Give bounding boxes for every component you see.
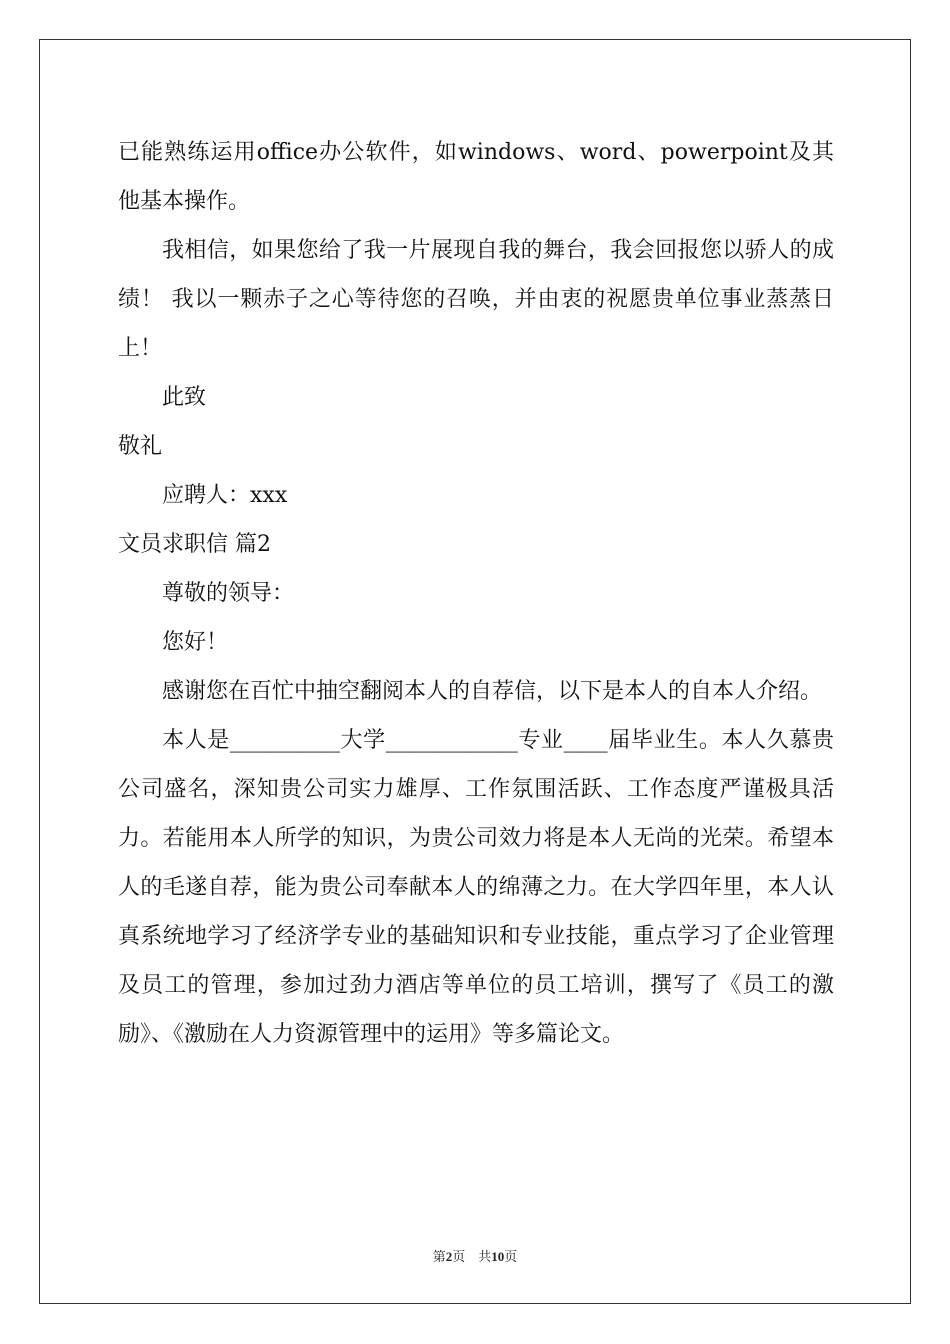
page-footer xyxy=(0,1246,950,1265)
footer-page-number: 2 xyxy=(445,1249,453,1264)
paragraph: 已能熟练运用office办公软件，如windows、word、powerpoint及其他基本操作。 xyxy=(118,140,834,214)
signature-line: 应聘人：xxx xyxy=(162,483,288,508)
paragraph: 本人是__________大学____________专业____届毕业生。本人久慕贵公司盛名，深知贵公司实力雄厚、工作氛围活跃、工作态度严谨极具活力。若能用本人所学的知识，为贵公司效力将是本人无尚的光荣。希望本人的毛遂自荐，能为贵公司奉献本人的绵薄之力。在大学四年里，本人认真系统地学习了经济学专业的基础知识和专业技能，重点学习了企业管理及员工的管理，参加过劲力酒店等单位的员工培训，撰写了《员工的激励》、《激励在人力资源管理中的运用》等多篇论文。 xyxy=(118,728,834,1047)
greeting: 您好！ xyxy=(162,630,229,655)
closing-line: 此致 xyxy=(162,385,207,410)
footer-total-pages: 10 xyxy=(491,1249,505,1264)
footer-mid: 页 共 xyxy=(452,1249,492,1264)
footer-prefix: 第 xyxy=(432,1249,446,1264)
footer-suffix: 页 xyxy=(504,1249,518,1264)
paragraph: 我相信，如果您给了我一片展现自我的舞台，我会回报您以骄人的成绩！ 我以一颗赤子之心等待您的召唤，并由衷的祝愿贵单位事业蒸蒸日上！ xyxy=(118,238,834,361)
document-body xyxy=(118,128,834,1059)
salutation: 尊敬的领导： xyxy=(162,581,295,606)
paragraph: 感谢您在百忙中抽空翻阅本人的自荐信，以下是本人的自本人介绍。 xyxy=(162,679,823,704)
section-heading: 文员求职信 篇2 xyxy=(118,532,271,557)
closing-salute: 敬礼 xyxy=(118,434,163,459)
